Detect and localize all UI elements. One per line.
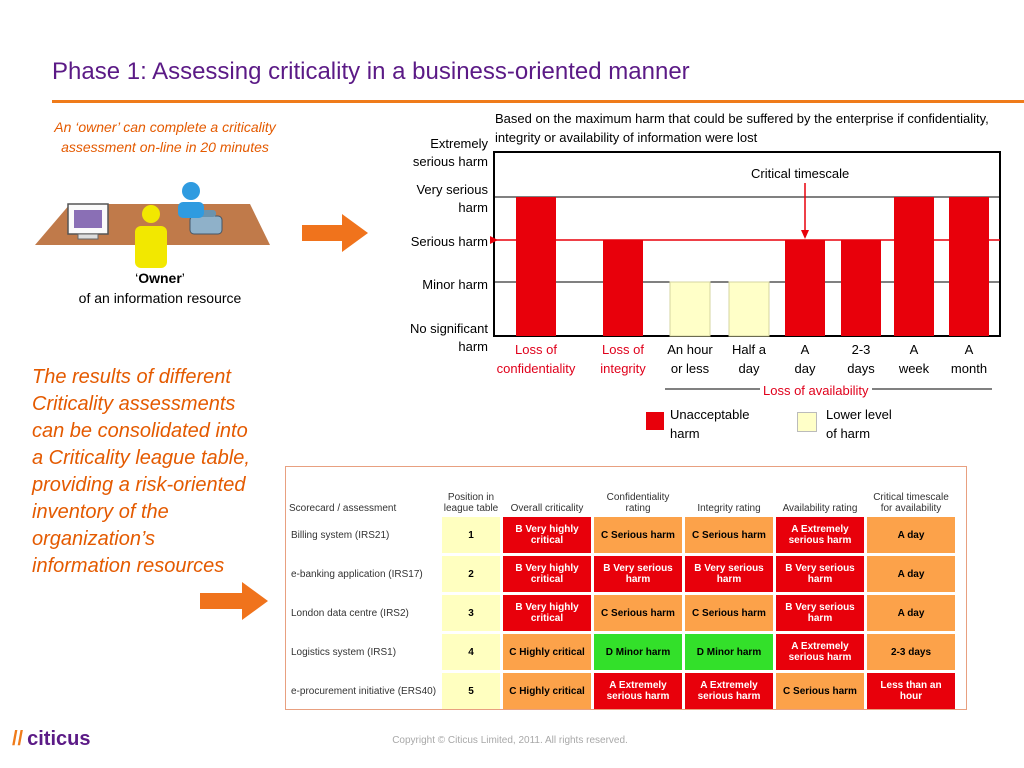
rating-cell: A day <box>867 595 955 631</box>
x-tick-label-line: An hour <box>667 342 713 357</box>
x-tick-label-line: integrity <box>600 361 646 376</box>
bar <box>670 282 710 336</box>
row-name: Billing system (IRS21) <box>289 517 439 553</box>
x-tick-label-line: A <box>909 342 919 357</box>
x-tick-label-line: day <box>738 361 760 376</box>
table-row <box>289 595 955 631</box>
table-row <box>289 673 955 709</box>
y-tick-label-line: serious harm <box>412 154 488 169</box>
x-tick-label <box>486 340 586 378</box>
y-tick-label <box>380 233 488 251</box>
rating-cell: B Very highly critical <box>503 595 591 631</box>
header-integrity: Integrity rating <box>697 503 761 514</box>
y-tick-label-line: Minor harm <box>422 277 488 292</box>
bar <box>785 240 825 336</box>
citicus-logo-mark-icon: // <box>12 728 24 750</box>
rating-cell: B Very serious harm <box>776 556 864 592</box>
citicus-logo <box>12 728 90 751</box>
owner-label-sub: of an information resource <box>78 290 242 306</box>
table-row <box>289 634 955 670</box>
x-tick-label-line: 2-3 <box>851 342 871 357</box>
row-position: 3 <box>442 595 500 631</box>
rating-cell: C Highly critical <box>503 634 591 670</box>
owner-caption: An ‘owner’ can complete a criticality assessment on-line in 20 minutes <box>54 119 276 155</box>
legend-label-line: Unacceptable <box>670 407 750 422</box>
x-tick-label-line: days <box>847 361 875 376</box>
table-row <box>289 517 955 553</box>
consolidation-statement: The results of different Criticality assessments can be consolidated into a Criticality league table, providing a risk-oriented inventory of the organization’s information resources <box>32 366 250 577</box>
legend-label-unacceptable <box>670 405 750 443</box>
rating-cell: A Extremely serious harm <box>685 673 773 709</box>
row-name: London data centre (IRS2) <box>289 595 439 631</box>
row-position: 2 <box>442 556 500 592</box>
y-tick-label <box>380 181 488 217</box>
rating-cell: D Minor harm <box>594 634 682 670</box>
rating-cell: C Serious harm <box>594 595 682 631</box>
y-tick-label-line: harm <box>458 200 488 215</box>
bar <box>603 240 643 336</box>
legend-label-lower <box>826 405 892 443</box>
header-availability: Availability rating <box>782 503 858 514</box>
header-scorecard: Scorecard / assessment <box>289 503 397 514</box>
rating-cell: B Very serious harm <box>776 595 864 631</box>
row-name: e-procurement initiative (ERS40) <box>289 673 439 709</box>
y-tick-label-line: harm <box>458 339 488 354</box>
rating-cell: A day <box>867 517 955 553</box>
owner-quote-close: ’ <box>181 270 185 286</box>
row-name: e-banking application (IRS17) <box>289 556 439 592</box>
rating-cell: B Very serious harm <box>594 556 682 592</box>
table-row <box>289 556 955 592</box>
rating-cell: C Serious harm <box>685 517 773 553</box>
bar <box>841 240 881 336</box>
x-tick-label-line: A <box>964 342 974 357</box>
logo-text: citicus <box>27 728 91 750</box>
rating-cell: B Very highly critical <box>503 556 591 592</box>
copyright: Copyright © Citicus Limited, 2011. All rights reserved. <box>392 735 628 746</box>
row-position: 1 <box>442 517 500 553</box>
x-tick-label-line: or less <box>670 361 710 376</box>
critical-timescale-label: Critical timescale <box>751 166 850 181</box>
arrow-right-icon <box>200 580 270 622</box>
league-header-row <box>289 470 955 514</box>
header-confidentiality: Confidentiality rating <box>606 492 670 514</box>
rating-cell: C Serious harm <box>776 673 864 709</box>
rating-cell: A Extremely serious harm <box>776 517 864 553</box>
rating-cell: C Highly critical <box>503 673 591 709</box>
rating-cell: B Very serious harm <box>685 556 773 592</box>
header-overall: Overall criticality <box>510 503 584 514</box>
rating-cell: A Extremely serious harm <box>594 673 682 709</box>
legend-label-line: harm <box>670 426 700 441</box>
legend-swatch-unacceptable <box>646 412 664 430</box>
x-tick-label-line: Loss of <box>602 342 644 357</box>
rating-cell: C Serious harm <box>685 595 773 631</box>
legend-label-line: of harm <box>826 426 871 441</box>
rating-cell: B Very highly critical <box>503 517 591 553</box>
y-tick-label-line: No significant <box>409 321 488 336</box>
x-tick-label-line: week <box>898 361 930 376</box>
rating-cell: D Minor harm <box>685 634 773 670</box>
rating-cell: 2-3 days <box>867 634 955 670</box>
bar <box>516 197 556 336</box>
bar <box>729 282 769 336</box>
rating-cell: C Serious harm <box>594 517 682 553</box>
owner-label-bold: Owner <box>138 270 182 286</box>
legend-label-line: Lower level <box>826 407 892 422</box>
x-tick-label-line: Half a <box>732 342 766 357</box>
row-position: 4 <box>442 634 500 670</box>
x-tick-label-line: Loss of <box>515 342 557 357</box>
legend-swatch-lower <box>797 412 817 432</box>
rating-cell: Less than an hour <box>867 673 955 709</box>
row-position: 5 <box>442 673 500 709</box>
x-tick-label-line: confidentiality <box>496 361 576 376</box>
rating-cell: A Extremely serious harm <box>776 634 864 670</box>
y-tick-label <box>380 276 488 294</box>
bar <box>894 197 934 336</box>
page-title: Phase 1: Assessing criticality in a business-oriented manner <box>52 58 690 85</box>
availability-group-label: Loss of availability <box>760 383 872 398</box>
rating-cell: A day <box>867 556 955 592</box>
header-position: Position in league table <box>443 492 499 514</box>
bar <box>949 197 989 336</box>
owner-quote-open: ‘ <box>135 270 139 286</box>
x-tick-label <box>934 340 1004 378</box>
x-tick-label-line: month <box>950 361 988 376</box>
chart-note: Based on the maximum harm that could be suffered by the enterprise if confidentiality, integrity or availability of information were lost <box>495 111 989 145</box>
y-tick-label-line: Very serious <box>416 182 488 197</box>
y-tick-label <box>380 135 488 171</box>
y-tick-label <box>380 320 488 356</box>
y-tick-label-line: Serious harm <box>410 234 488 249</box>
criticality-league-table <box>285 466 967 710</box>
y-tick-label-line: Extremely <box>430 136 488 151</box>
header-timescale: Critical timescale for availability <box>873 492 949 514</box>
row-name: Logistics system (IRS1) <box>289 634 439 670</box>
x-tick-label-line: A <box>800 342 810 357</box>
x-tick-label-line: day <box>794 361 816 376</box>
